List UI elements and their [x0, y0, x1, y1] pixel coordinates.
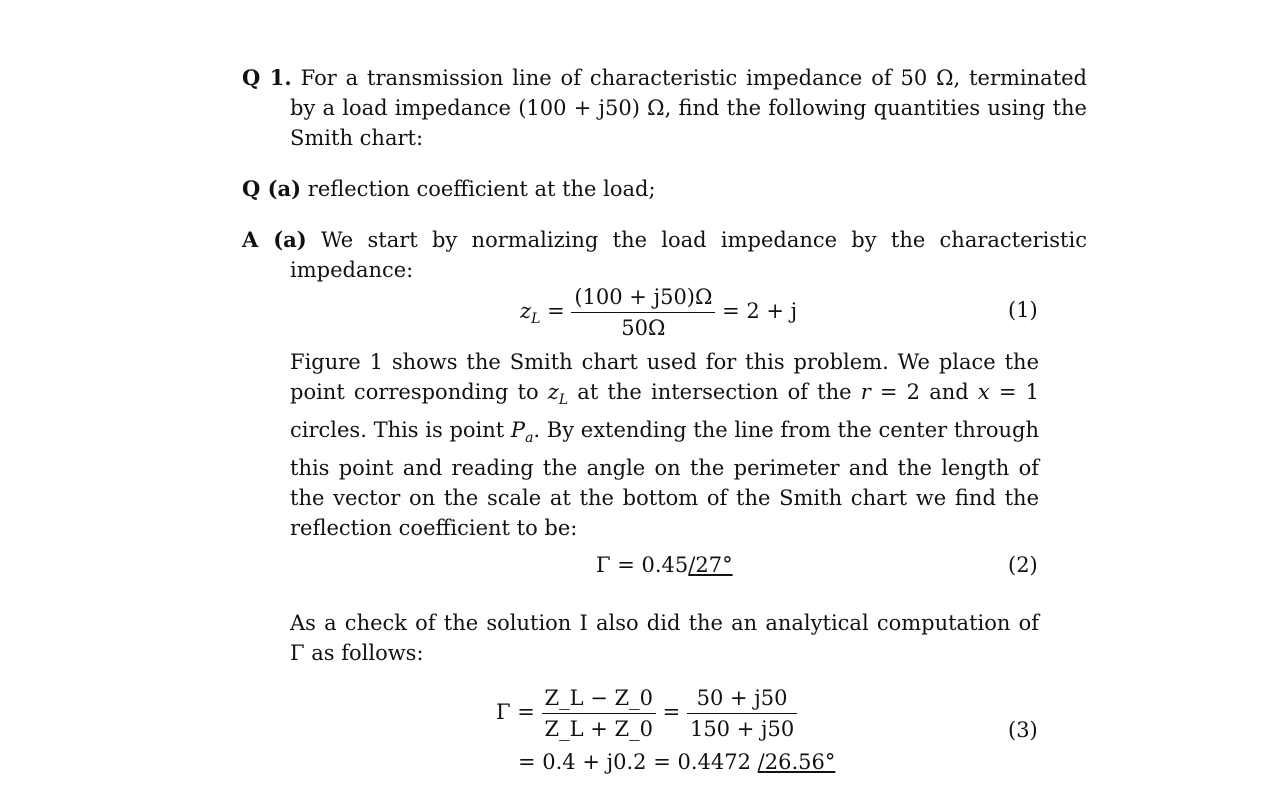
eq3-lhs: Γ = [496, 700, 535, 724]
question-a-text: reflection coefficient at the load; [307, 177, 656, 201]
eq1-fraction [571, 282, 715, 343]
para2-text: As a check of the solution I also did the an analytical computation of Γ as follows: [290, 611, 1039, 665]
eq1-denominator: 50Ω [621, 316, 666, 340]
eq1-lhs-sub: L [531, 311, 541, 328]
question-1-label: Q 1. [242, 65, 292, 90]
para1-text-1: Figure 1 shows the Smith chart used for this problem. We place the point corresponding to [290, 350, 1039, 404]
eq3-numerator-2: 50 + j50 [687, 683, 797, 714]
eq3-fraction-2 [687, 683, 797, 744]
equation-2-number: (2) [1008, 553, 1038, 577]
question-1-text: For a transmission line of characteristic impedance of 50 Ω, terminated by a load impedance (100 + j50) Ω, find the following quantities using the Smith chart: [290, 66, 1087, 150]
eq1-rhs: = 2 + j [722, 299, 798, 323]
eq3-line-2-text: = 0.4 + j0.2 = 0.4472 [518, 750, 751, 774]
equation-1-number: (1) [1008, 298, 1038, 322]
eq3-denominator-2: 150 + j50 [689, 717, 795, 741]
para1-text-5: . By extending the line from the center through this point and reading the angle on the perimeter and the length of the vector on the scale at the bottom of the Smith chart we find the reflection coefficient to be: [290, 418, 1039, 541]
para1-p: P [510, 418, 526, 443]
eq3-angle: / 26.56° [758, 750, 836, 774]
eq3-numerator-1: Z_L − Z_0 [542, 683, 656, 714]
eq2-lhs: Γ = 0.45 [596, 553, 689, 577]
eq3-denominator-1: Z_L + Z_0 [544, 717, 653, 741]
answer-a [242, 225, 1087, 285]
eq2-angle: / 27° [688, 553, 732, 577]
question-a [242, 174, 1039, 204]
equation-3-line-2 [518, 750, 835, 774]
eq1-lhs: z [520, 299, 532, 323]
paragraph-analytical-check [290, 608, 1039, 668]
equation-1: $z_L$ = $\frac{(100 + j50)\Omega}{50\Omega}$ = 2 + j [520, 282, 797, 343]
para1-text-3: = 2 and [870, 380, 978, 404]
para1-z: z [547, 380, 559, 404]
equation-2 [596, 553, 733, 577]
para1-r: r [860, 380, 871, 404]
para1-text-2: at the intersection of the [568, 380, 861, 404]
question-1 [242, 63, 1087, 153]
answer-a-text: We start by normalizing the load impedance by the characteristic impedance: [290, 228, 1087, 282]
para1-z-sub: L [558, 392, 569, 409]
eq3-fraction-1 [542, 683, 656, 744]
eq1-numerator: (100 + j50)Ω [571, 282, 715, 313]
para1-p-sub: a [525, 430, 534, 447]
paragraph-smith-chart [290, 347, 1039, 543]
equation-3-line-1 [496, 683, 797, 744]
question-a-label: Q (a) [242, 176, 302, 201]
equation-3-number: (3) [1008, 718, 1038, 742]
answer-a-label: A (a) [242, 227, 307, 252]
para1-text-4: = 1 circles. This is point [290, 380, 1039, 443]
eq3-equals: = [662, 700, 681, 724]
para1-x: x [977, 380, 990, 404]
